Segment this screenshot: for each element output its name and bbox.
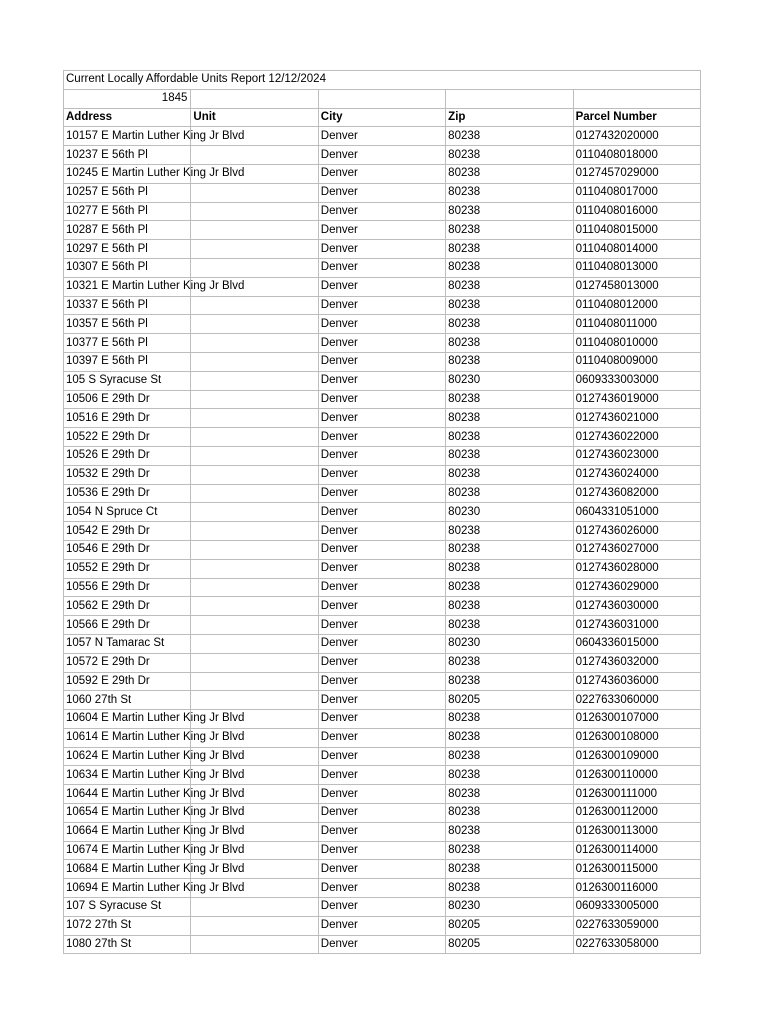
table-row — [64, 202, 701, 221]
cell-address: 10157 E Martin Luther King Jr Blvd — [64, 127, 191, 146]
table-row — [64, 785, 701, 804]
cell-parcel-number: 0227633059000 — [573, 916, 700, 935]
cell-unit — [191, 315, 318, 334]
cell-unit — [191, 616, 318, 635]
cell-zip: 80230 — [446, 634, 573, 653]
empty-cell — [318, 89, 445, 108]
cell-unit — [191, 597, 318, 616]
cell-city: Denver — [318, 258, 445, 277]
table-row — [64, 465, 701, 484]
cell-city: Denver — [318, 503, 445, 522]
cell-address: 10624 E Martin Luther King Jr Blvd — [64, 747, 191, 766]
cell-city: Denver — [318, 540, 445, 559]
header-address: Address — [64, 108, 191, 127]
table-row — [64, 898, 701, 917]
cell-parcel-number: 0126300113000 — [573, 822, 700, 841]
cell-parcel-number: 0126300114000 — [573, 841, 700, 860]
cell-parcel-number: 0126300115000 — [573, 860, 700, 879]
cell-parcel-number: 0126300109000 — [573, 747, 700, 766]
cell-unit — [191, 634, 318, 653]
cell-address: 10506 E 29th Dr — [64, 390, 191, 409]
cell-zip: 80238 — [446, 146, 573, 165]
cell-zip: 80238 — [446, 747, 573, 766]
cell-zip: 80238 — [446, 860, 573, 879]
header-parcel-number: Parcel Number — [573, 108, 700, 127]
cell-parcel-number: 0127436082000 — [573, 484, 700, 503]
table-row — [64, 390, 701, 409]
cell-zip: 80230 — [446, 898, 573, 917]
cell-city: Denver — [318, 728, 445, 747]
cell-address: 107 S Syracuse St — [64, 898, 191, 917]
cell-city: Denver — [318, 653, 445, 672]
cell-city: Denver — [318, 860, 445, 879]
cell-unit — [191, 503, 318, 522]
units-table — [63, 70, 701, 954]
cell-address: 10516 E 29th Dr — [64, 409, 191, 428]
table-row — [64, 296, 701, 315]
cell-unit — [191, 428, 318, 447]
table-row — [64, 540, 701, 559]
cell-address: 10526 E 29th Dr — [64, 446, 191, 465]
cell-address: 10321 E Martin Luther King Jr Blvd — [64, 277, 191, 296]
cell-address: 10562 E 29th Dr — [64, 597, 191, 616]
cell-city: Denver — [318, 371, 445, 390]
cell-city: Denver — [318, 409, 445, 428]
report-title-row — [64, 71, 701, 90]
cell-unit — [191, 522, 318, 541]
cell-city: Denver — [318, 164, 445, 183]
cell-zip: 80238 — [446, 315, 573, 334]
table-row — [64, 409, 701, 428]
table-row — [64, 860, 701, 879]
table-row — [64, 127, 701, 146]
cell-zip: 80205 — [446, 691, 573, 710]
cell-zip: 80238 — [446, 164, 573, 183]
cell-address: 10674 E Martin Luther King Jr Blvd — [64, 841, 191, 860]
cell-zip: 80238 — [446, 277, 573, 296]
header-unit: Unit — [191, 108, 318, 127]
table-row — [64, 522, 701, 541]
cell-parcel-number: 0110408013000 — [573, 258, 700, 277]
cell-city: Denver — [318, 879, 445, 898]
cell-zip: 80238 — [446, 672, 573, 691]
table-row — [64, 334, 701, 353]
cell-city: Denver — [318, 822, 445, 841]
cell-city: Denver — [318, 277, 445, 296]
table-row — [64, 164, 701, 183]
cell-zip: 80238 — [446, 221, 573, 240]
cell-city: Denver — [318, 841, 445, 860]
cell-parcel-number: 0127457029000 — [573, 164, 700, 183]
cell-unit — [191, 258, 318, 277]
cell-parcel-number: 0126300107000 — [573, 710, 700, 729]
cell-parcel-number: 0110408015000 — [573, 221, 700, 240]
cell-address: 10337 E 56th Pl — [64, 296, 191, 315]
cell-parcel-number: 0604336015000 — [573, 634, 700, 653]
table-row — [64, 597, 701, 616]
cell-address: 10604 E Martin Luther King Jr Blvd — [64, 710, 191, 729]
cell-address: 10542 E 29th Dr — [64, 522, 191, 541]
cell-parcel-number: 0227633058000 — [573, 935, 700, 954]
cell-parcel-number: 0127432020000 — [573, 127, 700, 146]
cell-unit — [191, 409, 318, 428]
cell-address: 10694 E Martin Luther King Jr Blvd — [64, 879, 191, 898]
table-row — [64, 352, 701, 371]
cell-zip: 80238 — [446, 465, 573, 484]
table-row — [64, 277, 701, 296]
cell-address: 10522 E 29th Dr — [64, 428, 191, 447]
cell-zip: 80205 — [446, 935, 573, 954]
cell-parcel-number: 0127458013000 — [573, 277, 700, 296]
cell-parcel-number: 0127436031000 — [573, 616, 700, 635]
cell-city: Denver — [318, 352, 445, 371]
cell-zip: 80238 — [446, 352, 573, 371]
cell-city: Denver — [318, 578, 445, 597]
table-row — [64, 710, 701, 729]
cell-city: Denver — [318, 710, 445, 729]
cell-address: 1054 N Spruce Ct — [64, 503, 191, 522]
header-city: City — [318, 108, 445, 127]
cell-city: Denver — [318, 766, 445, 785]
cell-city: Denver — [318, 747, 445, 766]
cell-unit — [191, 935, 318, 954]
cell-parcel-number: 0110408010000 — [573, 334, 700, 353]
table-row — [64, 221, 701, 240]
cell-city: Denver — [318, 672, 445, 691]
cell-city: Denver — [318, 183, 445, 202]
table-row — [64, 578, 701, 597]
empty-cell — [446, 89, 573, 108]
cell-address: 1072 27th St — [64, 916, 191, 935]
cell-zip: 80238 — [446, 240, 573, 259]
cell-zip: 80238 — [446, 484, 573, 503]
cell-zip: 80238 — [446, 766, 573, 785]
cell-city: Denver — [318, 202, 445, 221]
cell-parcel-number: 0604331051000 — [573, 503, 700, 522]
cell-unit — [191, 371, 318, 390]
table-row — [64, 371, 701, 390]
table-row — [64, 634, 701, 653]
cell-address: 10277 E 56th Pl — [64, 202, 191, 221]
cell-city: Denver — [318, 146, 445, 165]
cell-parcel-number: 0127436024000 — [573, 465, 700, 484]
cell-parcel-number: 0127436036000 — [573, 672, 700, 691]
cell-parcel-number: 0126300112000 — [573, 804, 700, 823]
table-row — [64, 691, 701, 710]
cell-zip: 80238 — [446, 522, 573, 541]
report-count-row — [64, 89, 701, 108]
cell-zip: 80230 — [446, 503, 573, 522]
table-row — [64, 258, 701, 277]
cell-city: Denver — [318, 334, 445, 353]
units-table-body — [64, 71, 701, 954]
cell-parcel-number: 0127436022000 — [573, 428, 700, 447]
cell-city: Denver — [318, 221, 445, 240]
cell-address: 10614 E Martin Luther King Jr Blvd — [64, 728, 191, 747]
cell-address: 10532 E 29th Dr — [64, 465, 191, 484]
header-zip: Zip — [446, 108, 573, 127]
cell-city: Denver — [318, 465, 445, 484]
cell-unit — [191, 916, 318, 935]
cell-parcel-number: 0609333005000 — [573, 898, 700, 917]
cell-zip: 80238 — [446, 804, 573, 823]
cell-parcel-number: 0127436027000 — [573, 540, 700, 559]
cell-parcel-number: 0127436023000 — [573, 446, 700, 465]
cell-address: 10536 E 29th Dr — [64, 484, 191, 503]
cell-zip: 80238 — [446, 202, 573, 221]
cell-parcel-number: 0110408016000 — [573, 202, 700, 221]
cell-unit — [191, 296, 318, 315]
cell-address: 10237 E 56th Pl — [64, 146, 191, 165]
cell-address: 10245 E Martin Luther King Jr Blvd — [64, 164, 191, 183]
cell-city: Denver — [318, 390, 445, 409]
table-row — [64, 146, 701, 165]
table-row — [64, 766, 701, 785]
cell-city: Denver — [318, 315, 445, 334]
table-row — [64, 672, 701, 691]
cell-zip: 80238 — [446, 841, 573, 860]
table-row — [64, 428, 701, 447]
cell-unit — [191, 578, 318, 597]
table-row — [64, 559, 701, 578]
cell-unit — [191, 390, 318, 409]
table-row — [64, 841, 701, 860]
cell-unit — [191, 672, 318, 691]
table-row — [64, 503, 701, 522]
cell-address: 10644 E Martin Luther King Jr Blvd — [64, 785, 191, 804]
cell-zip: 80238 — [446, 296, 573, 315]
cell-zip: 80238 — [446, 559, 573, 578]
cell-unit — [191, 540, 318, 559]
cell-unit — [191, 146, 318, 165]
cell-city: Denver — [318, 484, 445, 503]
cell-zip: 80238 — [446, 879, 573, 898]
cell-address: 10377 E 56th Pl — [64, 334, 191, 353]
cell-parcel-number: 0126300116000 — [573, 879, 700, 898]
cell-address: 10287 E 56th Pl — [64, 221, 191, 240]
cell-zip: 80238 — [446, 540, 573, 559]
cell-address: 10297 E 56th Pl — [64, 240, 191, 259]
cell-zip: 80238 — [446, 597, 573, 616]
cell-zip: 80238 — [446, 428, 573, 447]
cell-city: Denver — [318, 597, 445, 616]
cell-address: 1080 27th St — [64, 935, 191, 954]
empty-cell — [191, 89, 318, 108]
cell-zip: 80238 — [446, 409, 573, 428]
cell-parcel-number: 0126300108000 — [573, 728, 700, 747]
report-count: 1845 — [64, 89, 191, 108]
cell-zip: 80238 — [446, 653, 573, 672]
cell-unit — [191, 240, 318, 259]
cell-unit — [191, 465, 318, 484]
table-row — [64, 653, 701, 672]
cell-parcel-number: 0110408011000 — [573, 315, 700, 334]
cell-city: Denver — [318, 691, 445, 710]
cell-zip: 80238 — [446, 710, 573, 729]
cell-parcel-number: 0127436026000 — [573, 522, 700, 541]
cell-address: 10664 E Martin Luther King Jr Blvd — [64, 822, 191, 841]
cell-address: 10552 E 29th Dr — [64, 559, 191, 578]
cell-city: Denver — [318, 916, 445, 935]
cell-city: Denver — [318, 634, 445, 653]
cell-unit — [191, 559, 318, 578]
cell-city: Denver — [318, 935, 445, 954]
cell-parcel-number: 0126300111000 — [573, 785, 700, 804]
cell-address: 1060 27th St — [64, 691, 191, 710]
cell-unit — [191, 221, 318, 240]
cell-city: Denver — [318, 446, 445, 465]
cell-zip: 80238 — [446, 258, 573, 277]
empty-cell — [573, 89, 700, 108]
cell-zip: 80238 — [446, 785, 573, 804]
cell-address: 10397 E 56th Pl — [64, 352, 191, 371]
cell-address: 10684 E Martin Luther King Jr Blvd — [64, 860, 191, 879]
cell-zip: 80238 — [446, 616, 573, 635]
table-row — [64, 240, 701, 259]
cell-parcel-number: 0110408014000 — [573, 240, 700, 259]
cell-parcel-number: 0126300110000 — [573, 766, 700, 785]
table-row — [64, 183, 701, 202]
cell-address: 10654 E Martin Luther King Jr Blvd — [64, 804, 191, 823]
cell-unit — [191, 691, 318, 710]
cell-zip: 80238 — [446, 728, 573, 747]
cell-address: 10546 E 29th Dr — [64, 540, 191, 559]
cell-parcel-number: 0609333003000 — [573, 371, 700, 390]
report-title: Current Locally Affordable Units Report 12/12/2024 — [64, 71, 701, 90]
cell-city: Denver — [318, 428, 445, 447]
cell-parcel-number: 0127436019000 — [573, 390, 700, 409]
cell-address: 10592 E 29th Dr — [64, 672, 191, 691]
table-row — [64, 616, 701, 635]
cell-zip: 80238 — [446, 334, 573, 353]
cell-city: Denver — [318, 804, 445, 823]
table-row — [64, 747, 701, 766]
cell-city: Denver — [318, 240, 445, 259]
table-row — [64, 484, 701, 503]
cell-unit — [191, 202, 318, 221]
cell-city: Denver — [318, 522, 445, 541]
cell-address: 10572 E 29th Dr — [64, 653, 191, 672]
cell-unit — [191, 446, 318, 465]
cell-address: 105 S Syracuse St — [64, 371, 191, 390]
cell-address: 10566 E 29th Dr — [64, 616, 191, 635]
cell-zip: 80238 — [446, 127, 573, 146]
cell-zip: 80238 — [446, 390, 573, 409]
table-row — [64, 804, 701, 823]
cell-unit — [191, 898, 318, 917]
table-row — [64, 446, 701, 465]
table-row — [64, 935, 701, 954]
cell-unit — [191, 352, 318, 371]
column-header-row — [64, 108, 701, 127]
cell-zip: 80238 — [446, 183, 573, 202]
cell-unit — [191, 334, 318, 353]
cell-unit — [191, 653, 318, 672]
cell-parcel-number: 0127436021000 — [573, 409, 700, 428]
cell-address: 10556 E 29th Dr — [64, 578, 191, 597]
report-sheet — [63, 70, 701, 954]
cell-parcel-number: 0227633060000 — [573, 691, 700, 710]
cell-city: Denver — [318, 296, 445, 315]
table-row — [64, 916, 701, 935]
cell-zip: 80205 — [446, 916, 573, 935]
cell-parcel-number: 0127436028000 — [573, 559, 700, 578]
cell-zip: 80238 — [446, 446, 573, 465]
cell-address: 10357 E 56th Pl — [64, 315, 191, 334]
table-row — [64, 728, 701, 747]
cell-city: Denver — [318, 616, 445, 635]
cell-address: 10257 E 56th Pl — [64, 183, 191, 202]
cell-parcel-number: 0127436030000 — [573, 597, 700, 616]
cell-zip: 80238 — [446, 822, 573, 841]
cell-city: Denver — [318, 127, 445, 146]
cell-city: Denver — [318, 559, 445, 578]
table-row — [64, 879, 701, 898]
table-row — [64, 315, 701, 334]
cell-unit — [191, 484, 318, 503]
cell-unit — [191, 183, 318, 202]
cell-parcel-number: 0110408017000 — [573, 183, 700, 202]
cell-parcel-number: 0127436032000 — [573, 653, 700, 672]
cell-zip: 80238 — [446, 578, 573, 597]
cell-address: 1057 N Tamarac St — [64, 634, 191, 653]
cell-address: 10634 E Martin Luther King Jr Blvd — [64, 766, 191, 785]
cell-parcel-number: 0110408009000 — [573, 352, 700, 371]
cell-parcel-number: 0110408018000 — [573, 146, 700, 165]
cell-zip: 80230 — [446, 371, 573, 390]
cell-address: 10307 E 56th Pl — [64, 258, 191, 277]
cell-parcel-number: 0110408012000 — [573, 296, 700, 315]
cell-city: Denver — [318, 898, 445, 917]
cell-city: Denver — [318, 785, 445, 804]
cell-parcel-number: 0127436029000 — [573, 578, 700, 597]
table-row — [64, 822, 701, 841]
